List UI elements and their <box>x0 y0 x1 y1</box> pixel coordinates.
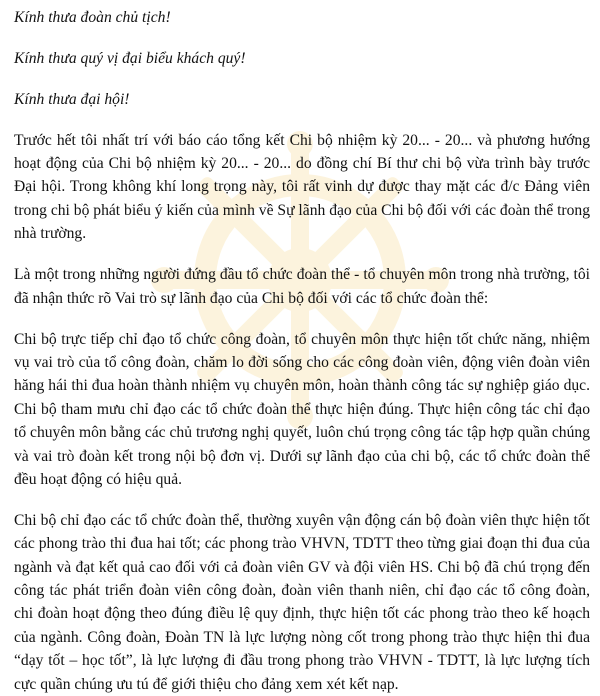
salutation-congress: Kính thưa đại hội! <box>14 90 130 108</box>
document-body <box>14 6 590 696</box>
paragraph-movements: Chi bộ chỉ đạo các tổ chức đoàn thể, thường xuyên vận động cán bộ đoàn viên thực hiện tốt các phong trào thi đua hai tốt; các phong trào VHVN, TDTT theo từng giai đoạn thi đua của ngành và đạt kết quả cao đối với cả đoàn viên GV và đội viên HS. Chi bộ đã chú trọng đến công tác phát triển đoàn viên công đoàn, đoàn viên thanh niên, chỉ đạo các tổ công đoàn, chi đoàn hoạt động theo đúng điều lệ quy định, thực hiện tốt các phong trào theo kế hoạch của ngành. Công đoàn, Đoàn TN là lực lượng nòng cốt trong phong trào thực hiện thi đua “dạy tốt – học tốt”, là lực lượng đi đầu trong phong trào VHVN - TDTT, là lực lượng tích cực quần chúng ưu tú để giới thiệu cho đảng xem xét kết nạp. <box>14 511 590 693</box>
salutation-chairman: Kính thưa đoàn chủ tịch! <box>14 9 171 26</box>
paragraph-direct-leadership: Chi bộ trực tiếp chỉ đạo tổ chức công đoàn, tổ chuyên môn thực hiện tốt chức năng, nhiệm vụ vai trò của tổ công đoàn, chăm lo đời sống cho các công đoàn viên, động viên đoàn viên hăng hái thi đua hoàn thành nhiệm vụ chuyên môn, hoàn thành công tác sự nghiệp giáo dục. Chi bộ tham mưu chỉ đạo các tổ chức đoàn thể thực hiện đúng. Thực hiện công tác chỉ đạo tổ chuyên môn bằng các chủ trương nghị quyết, luôn chú trọng công tác tập hợp quần chúng và vai trò đoàn kết trong nội bộ đơn vị. Dưới sự lãnh đạo của chi bộ, các tổ chức đoàn thể đều hoạt động có hiệu quả. <box>14 330 590 488</box>
paragraph-introduction: Trước hết tôi nhất trí với báo cáo tổng kết Chi bộ nhiệm kỳ 20... - 20... và phương hướng hoạt động của Chi bộ nhiệm kỳ 20... - 20... do đồng chí Bí thư chi bộ vừa trình bày trước Đại hội. Trong không khí long trọng này, tôi rất vinh dự được thay mặt các đ/c Đảng viên trong chi bộ phát biểu ý kiến của mình về Sự lãnh đạo của Chi bộ đối với các đoàn thể trong nhà trường. <box>14 131 590 243</box>
paragraph-awareness: Là một trong những người đứng đầu tổ chức đoàn thể - tổ chuyên môn trong nhà trường, tôi đã nhận thức rõ Vai trò sự lãnh đạo của Chi bộ đối với các tổ chức đoàn thể: <box>14 266 590 307</box>
salutation-guests: Kính thưa quý vị đại biểu khách quý! <box>14 49 246 67</box>
